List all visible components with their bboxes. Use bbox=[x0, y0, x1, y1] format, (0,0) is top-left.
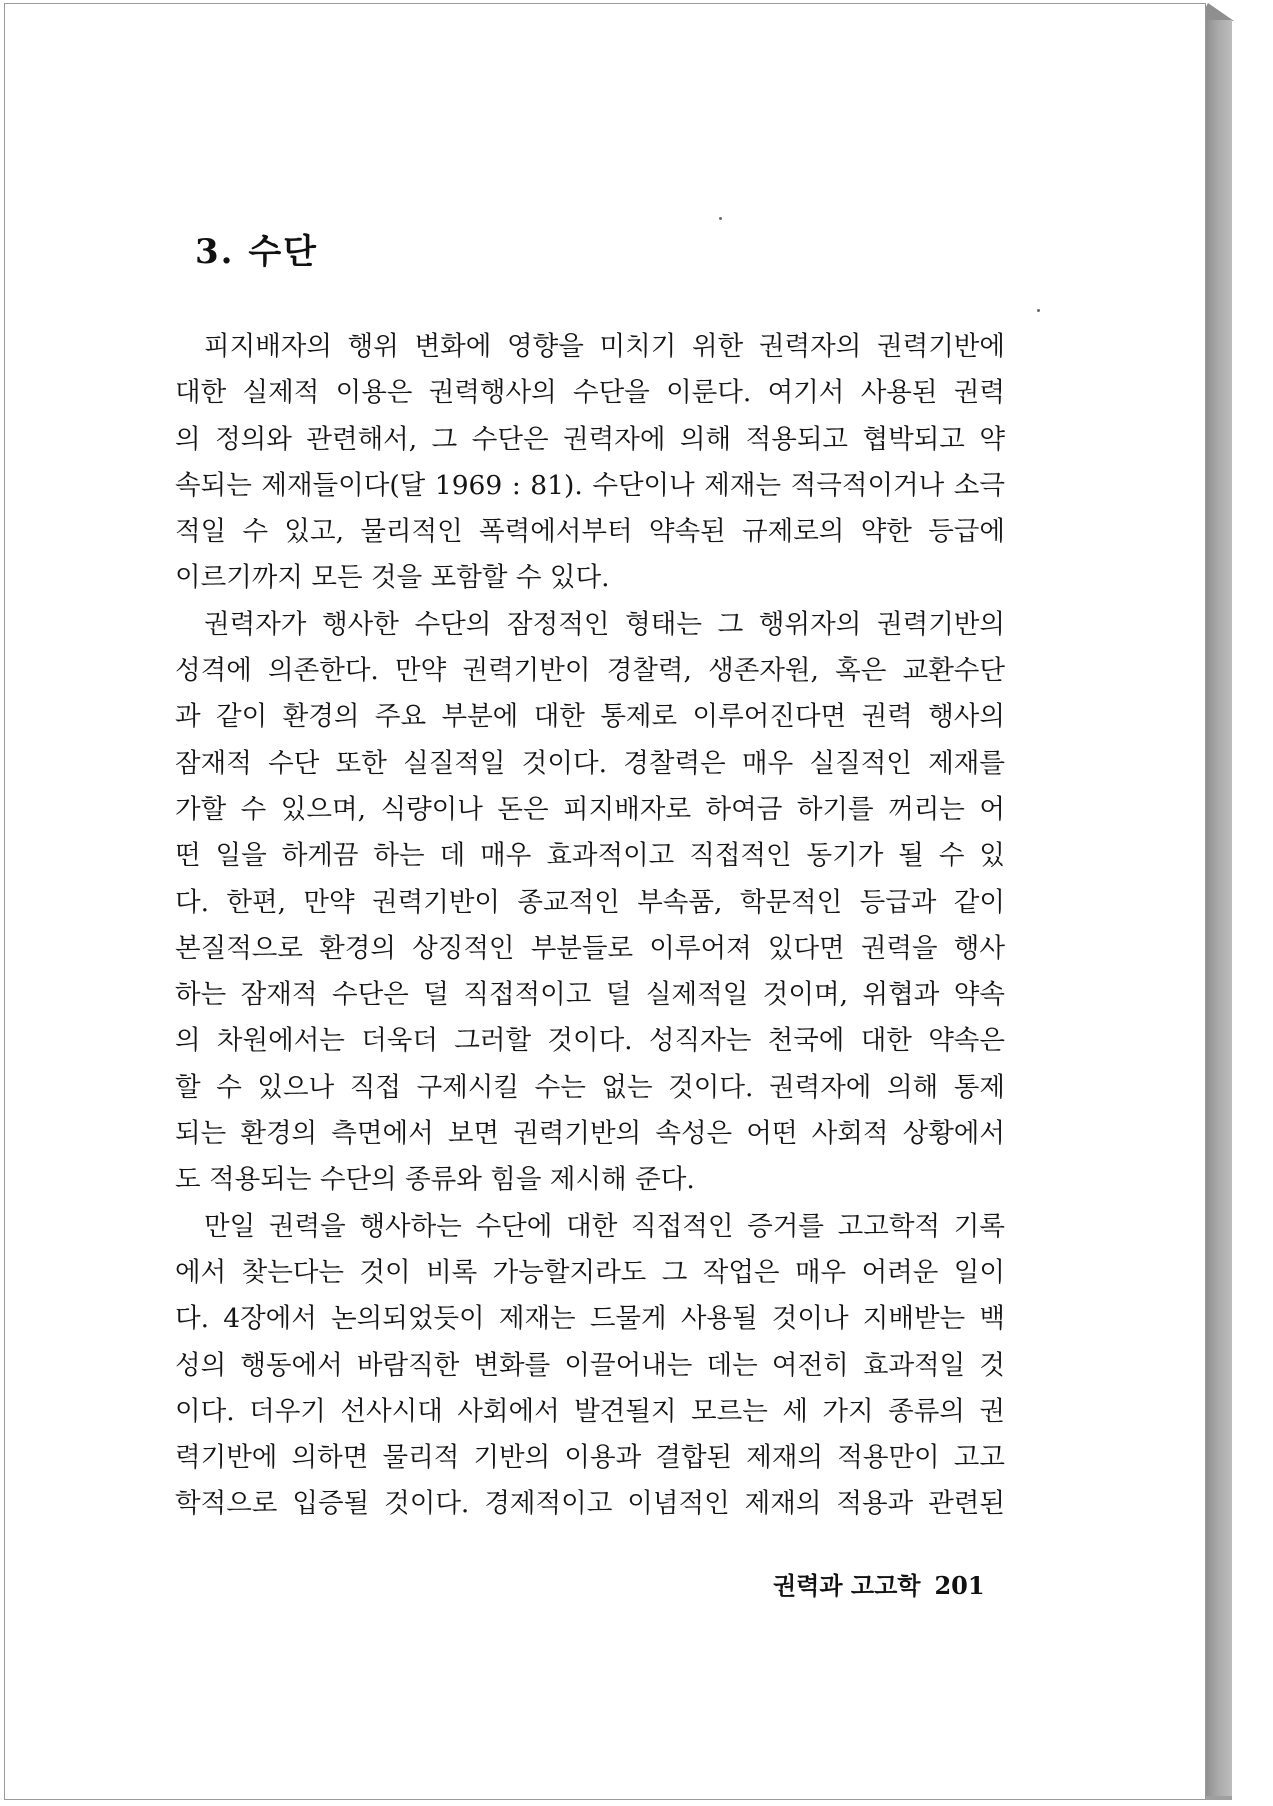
text-line: 피지배자의 행위 변화에 영향을 미치기 위한 권력자의 권력기반에 bbox=[204, 331, 1005, 362]
text-line: 의 정의와 관련해서, 그 수단은 권력자에 의해 적용되고 협박되고 약 bbox=[175, 423, 1005, 455]
text-line: 잠재적 수단 또한 실질적일 것이다. 경찰력은 매우 실질적인 제재를 bbox=[175, 747, 1005, 779]
scan-speck bbox=[1037, 309, 1040, 312]
text-line: 력기반에 의하면 물리적 기반의 이용과 결합된 제재의 적용만이 고고 bbox=[175, 1442, 1005, 1474]
text-line: 학적으로 입증될 것이다. 경제적이고 이념적인 제재의 적용과 관련된 bbox=[175, 1488, 1005, 1520]
text-line: 만일 권력을 행사하는 수단에 대한 직접적인 증거를 고고학적 기록 bbox=[204, 1210, 1005, 1242]
text-line: 가할 수 있으며, 식량이나 돈은 피지배자로 하여금 하기를 꺼리는 어 bbox=[175, 793, 1005, 825]
text-line: 대한 실제적 이용은 권력행사의 수단을 이룬다. 여기서 사용된 권력 bbox=[175, 377, 1005, 409]
text-line: 도 적용되는 수단의 종류와 힘을 제시해 준다. bbox=[175, 1164, 695, 1196]
text-line: 본질적으로 환경의 상징적인 부분들로 이루어져 있다면 권력을 행사 bbox=[175, 932, 1005, 964]
text-line: 성의 행동에서 바람직한 변화를 이끌어내는 데는 여전히 효과적일 것 bbox=[175, 1349, 1005, 1381]
page-number: 201 bbox=[934, 1571, 985, 1600]
text-line: 되는 환경의 측면에서 보면 권력기반의 속성은 어떤 사회적 상황에서 bbox=[175, 1118, 1005, 1150]
body-text bbox=[175, 324, 1005, 1528]
text-line: 다. 한편, 만약 권력기반이 종교적인 부속품, 학문적인 등급과 같이 bbox=[175, 886, 1005, 918]
scan-speck bbox=[719, 217, 722, 220]
document-page bbox=[4, 3, 1206, 1800]
text-line: 에서 찾는다는 것이 비록 가능할지라도 그 작업은 매우 어려운 일이 bbox=[175, 1256, 1005, 1288]
text-line: 권력자가 행사한 수단의 잠정적인 형태는 그 행위자의 권력기반의 bbox=[204, 608, 1005, 640]
text-line: 할 수 있으나 직접 구제시킬 수는 없는 것이다. 권력자에 의해 통제 bbox=[175, 1071, 1005, 1103]
text-line: 이르기까지 모든 것을 포함할 수 있다. bbox=[175, 562, 610, 594]
text-line: 과 같이 환경의 주요 부분에 대한 통제로 이루어진다면 권력 행사의 bbox=[175, 701, 1005, 733]
text-line: 하는 잠재적 수단은 덜 직접적이고 덜 실제적일 것이며, 위협과 약속 bbox=[175, 979, 1005, 1011]
running-title: 권력과 고고학 bbox=[773, 1571, 921, 1600]
text-line: 의 차원에서는 더욱더 그러할 것이다. 성직자는 천국에 대한 약속은 bbox=[175, 1025, 1005, 1057]
page-edge-shadow bbox=[1206, 20, 1232, 1800]
page-footer bbox=[773, 1566, 985, 1601]
text-line: 다. 4장에서 논의되었듯이 제재는 드물게 사용될 것이나 지배받는 백 bbox=[175, 1303, 1005, 1335]
text-line: 이다. 더우기 선사시대 사회에서 발견될지 모르는 세 가지 종류의 권 bbox=[175, 1395, 1005, 1427]
text-line: 떤 일을 하게끔 하는 데 매우 효과적이고 직접적인 동기가 될 수 있 bbox=[175, 840, 1005, 872]
section-title: 3. 수단 bbox=[195, 232, 319, 272]
text-line: 성격에 의존한다. 만약 권력기반이 경찰력, 생존자원, 혹은 교환수단 bbox=[175, 655, 1005, 687]
text-line: 속되는 제재들이다(달 1969 : 81). 수단이나 제재는 적극적이거나 소극 bbox=[175, 469, 1005, 501]
text-line: 적일 수 있고, 물리적인 폭력에서부터 약속된 규제로의 약한 등급에 bbox=[175, 516, 1005, 548]
